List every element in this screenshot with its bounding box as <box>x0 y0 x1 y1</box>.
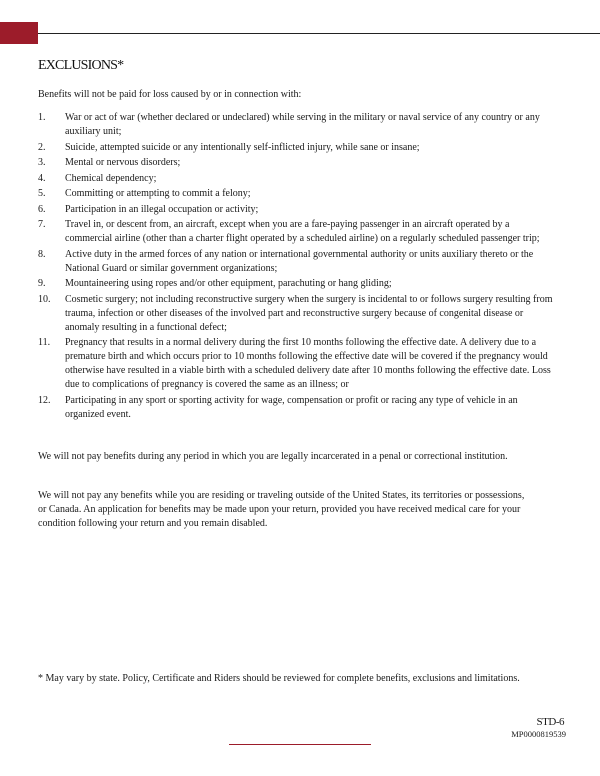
residency-paragraph: We will not pay any benefits while you are residing or traveling outside of the United States, its territories or possessions, or Canada. An application for benefits may be made upon your return, provided you have received medical care for your condition following your return and you remain disabled. <box>38 490 525 529</box>
exclusion-item <box>38 187 558 201</box>
document-id: MP0000819539 <box>511 729 566 739</box>
page-title: EXCLUSIONS* <box>38 58 124 73</box>
exclusion-text: Active duty in the armed forces of any nation or international governmental authority or units auxiliary thereto or the National Guard or similar government organizations; <box>65 248 534 274</box>
exclusion-item <box>38 218 558 246</box>
exclusion-item <box>38 203 558 217</box>
exclusion-item <box>38 277 558 291</box>
exclusion-item <box>38 248 558 276</box>
footnote: * May vary by state. Policy, Certificate and Riders should be reviewed for complete benefits, exclusions and limitations. <box>38 673 520 684</box>
exclusion-text: Chemical dependency; <box>65 172 157 184</box>
exclusion-text: Cosmetic surgery; not including reconstructive surgery when the surgery is incidental to or follows surgery resulting from trauma, infection or other diseases of the involved part and reconstructive surgery because of congenital disease or anomaly resulting in a functional defect; <box>65 293 553 333</box>
exclusion-item <box>38 172 558 186</box>
exclusion-text: Participation in an illegal occupation or activity; <box>65 203 259 215</box>
exclusion-text: Suicide, attempted suicide or any intentionally self-inflicted injury, while sane or insane; <box>65 141 420 153</box>
exclusion-number: 9. <box>38 278 46 289</box>
exclusion-number: 1. <box>38 112 46 123</box>
exclusion-number: 3. <box>38 157 46 168</box>
exclusion-number: 11. <box>38 337 51 348</box>
exclusion-item <box>38 394 558 422</box>
exclusion-text: Participating in any sport or sporting activity for wage, compensation or profit or racing any type of vehicle in an organized event. <box>65 394 518 420</box>
footer-rule <box>229 744 371 745</box>
header-accent-block <box>0 22 38 44</box>
exclusion-text: War or act of war (whether declared or undeclared) while serving in the military or naval service of any country or any auxiliary unit; <box>65 112 540 137</box>
exclusion-item <box>38 111 558 139</box>
incarceration-paragraph: We will not pay benefits during any period in which you are legally incarcerated in a penal or correctional institution. <box>38 451 508 462</box>
exclusion-item <box>38 336 558 392</box>
exclusion-text: Travel in, or descent from, an aircraft, except when you are a fare-paying passenger in an aircraft operated by a commercial airline (other than a charter flight operated by a scheduled airline) on a regularly scheduled passenger trip; <box>65 219 540 244</box>
exclusion-number: 5. <box>38 188 46 199</box>
exclusion-item <box>38 293 558 335</box>
exclusion-text: Mountaineering using ropes and/or other equipment, parachuting or hang gliding; <box>65 278 392 289</box>
exclusions-list <box>38 111 558 423</box>
exclusion-text: Mental or nervous disorders; <box>65 157 181 168</box>
exclusion-item <box>38 141 558 155</box>
exclusion-number: 12. <box>38 394 51 406</box>
form-code: STD-6 <box>536 716 564 728</box>
exclusion-number: 2. <box>38 141 46 153</box>
exclusion-text: Pregnancy that results in a normal delivery during the first 10 months following the effective date. A delivery due to a premature birth and which occurs prior to 10 months following the effective date will be covered if the pregnancy would otherwise have resulted in a viable birth with a scheduled delivery date after 10 months following the effective date. Loss due to complications of pregnancy is covered the same as an illness; or <box>65 337 551 390</box>
exclusion-number: 8. <box>38 248 46 260</box>
exclusion-number: 10. <box>38 293 51 305</box>
exclusion-number: 4. <box>38 172 46 184</box>
exclusion-text: Committing or attempting to commit a felony; <box>65 188 251 199</box>
exclusion-item <box>38 156 558 170</box>
intro-text: Benefits will not be paid for loss caused by or in connection with: <box>38 89 302 100</box>
exclusion-number: 7. <box>38 219 46 230</box>
exclusion-number: 6. <box>38 203 46 215</box>
header-rule <box>38 33 600 34</box>
